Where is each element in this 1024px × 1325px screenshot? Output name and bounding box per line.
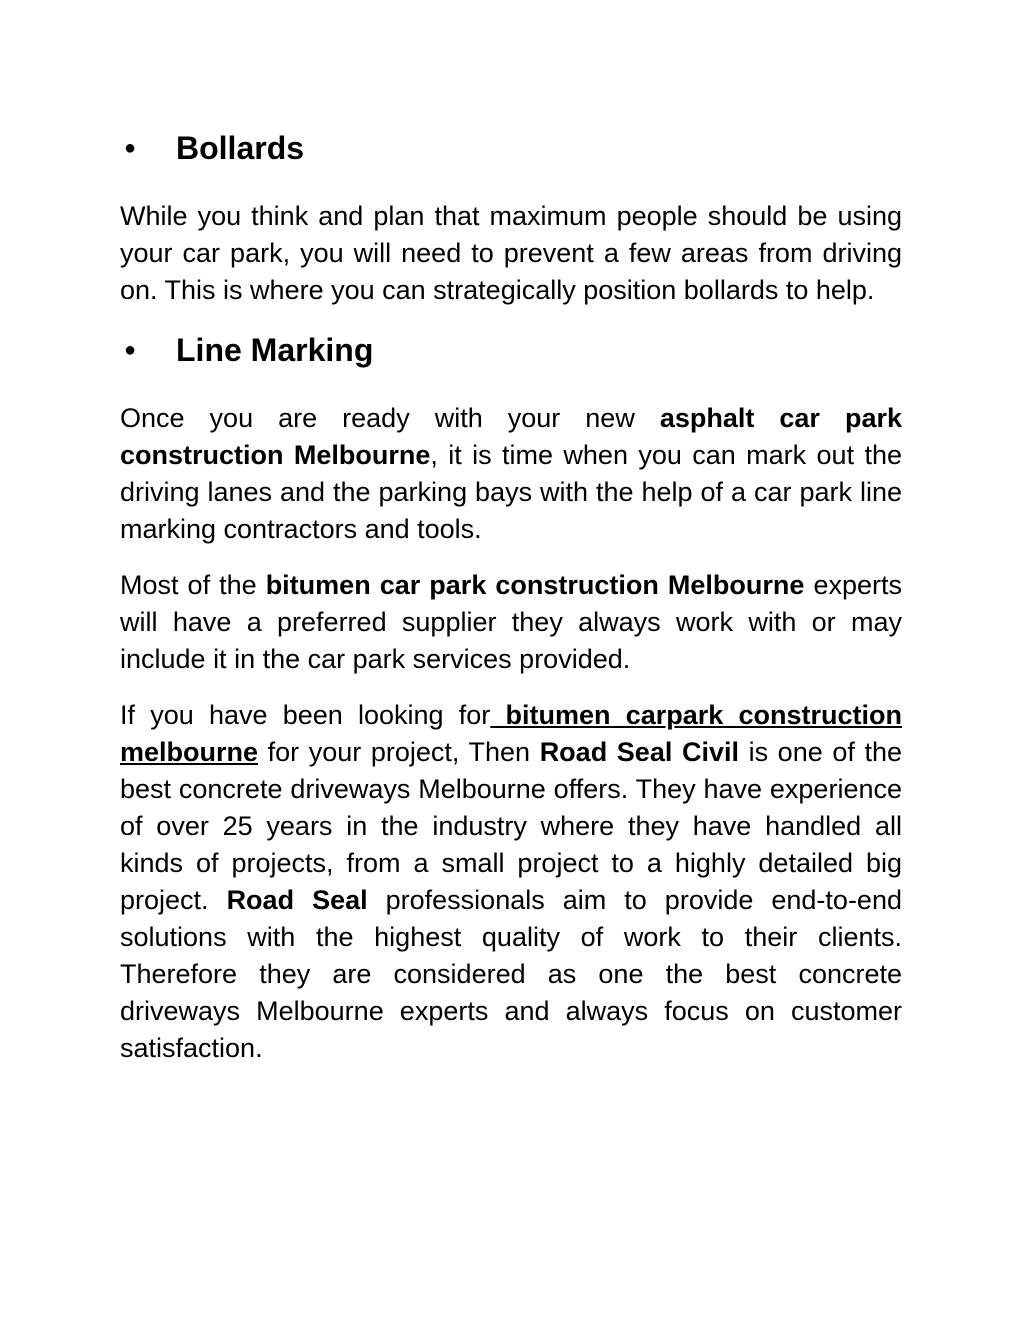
link-bitumen-carpark-construction-melbourne[interactable]: bitumen carpark construction melbourne (120, 700, 902, 767)
paragraph-line-marking-1 (120, 400, 902, 548)
text-run: for your project, Then (258, 737, 540, 767)
heading-bollards (120, 126, 902, 170)
text-run: is one of the best concrete driveways Melbourne offers. They have experience of over 25 years in the industry where they have handled all kinds of projects, from a small project to a highly detailed big project. (120, 737, 902, 915)
heading-line-marking (120, 328, 902, 372)
keyword-road-seal: Road Seal (226, 885, 368, 915)
text-run: While you think and plan that maximum people should be using your car park, you will need to prevent a few areas from driving on. This is where you can strategically position bollards to help. (120, 201, 902, 305)
keyword-road-seal-civil: Road Seal Civil (539, 737, 739, 767)
bullet-icon: ● (124, 339, 137, 361)
bullet-icon: ● (124, 137, 137, 159)
keyword-asphalt-car-park-construction-melbourne: asphalt car park construction Melbourne (120, 403, 902, 470)
text-run: professionals aim to provide end-to-end solutions with the highest quality of work to their clients. Therefore they are considered as one the best concrete driveways Melbourne experts and always focus on customer satisfaction. (120, 885, 902, 1063)
heading-bollards-label: Bollards (176, 130, 305, 166)
text-run: experts will have a preferred supplier they always work with or may include it in the car park services provided. (120, 570, 903, 674)
paragraph-bollards (120, 198, 902, 309)
paragraph-line-marking-2 (120, 567, 902, 678)
text-run: Once you are ready with your new (120, 403, 660, 433)
text-run: If you have been looking for (120, 700, 491, 730)
paragraph-line-marking-3 (120, 697, 902, 1067)
heading-line-marking-label: Line Marking (176, 332, 374, 368)
text-run: Most of the (120, 570, 266, 600)
keyword-bitumen-car-park-construction-melbourne: bitumen car park construction Melbourne (265, 570, 805, 600)
text-run: , it is time when you can mark out the driving lanes and the parking bays with the help of a car park line marking contractors and tools. (120, 440, 902, 544)
